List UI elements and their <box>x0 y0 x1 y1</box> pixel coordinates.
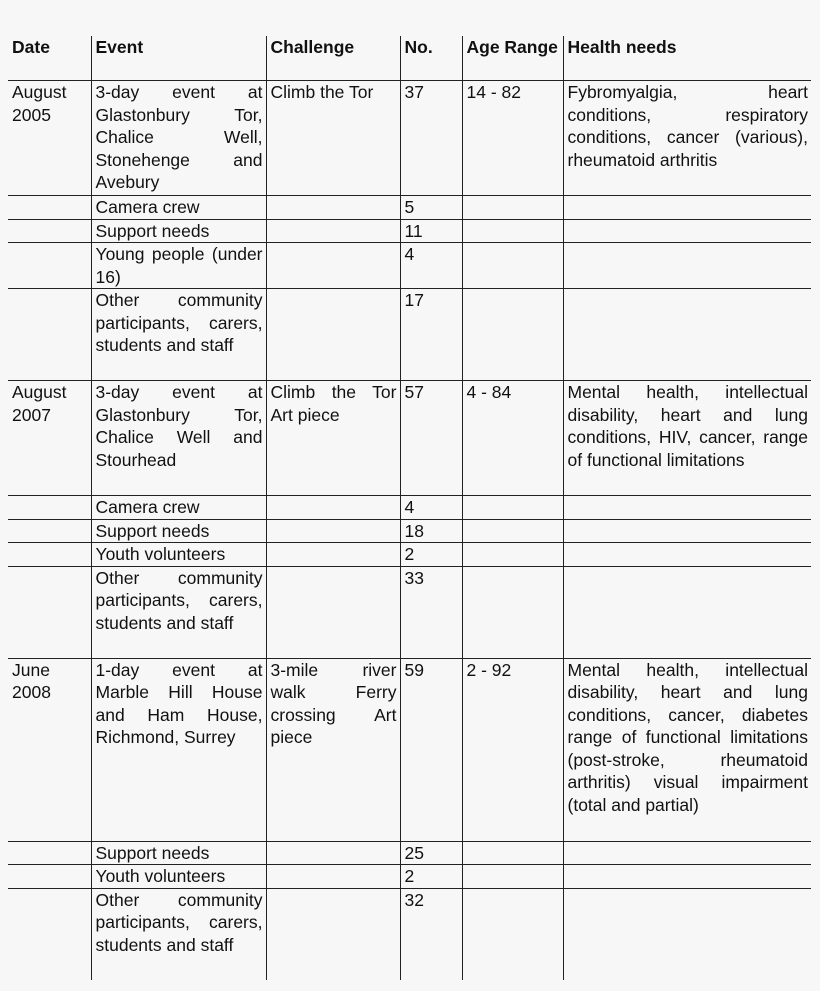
table-row <box>8 496 811 520</box>
table-row <box>8 81 811 196</box>
cell-event: Youth volunteers <box>91 865 266 889</box>
cell-event: Other community participants, carers, students and staff <box>91 289 266 381</box>
cell-health <box>563 496 811 520</box>
cell-no: 33 <box>400 566 462 658</box>
table-row <box>8 888 811 980</box>
cell-age <box>462 841 563 865</box>
cell-event: Camera crew <box>91 496 266 520</box>
cell-health <box>563 519 811 543</box>
cell-no: 4 <box>400 496 462 520</box>
cell-age <box>462 888 563 980</box>
cell-no: 2 <box>400 543 462 567</box>
table-row <box>8 841 811 865</box>
header-health-needs: Health needs <box>563 36 811 81</box>
cell-event: Other community participants, carers, students and staff <box>91 566 266 658</box>
cell-challenge: 3-mile river walk Ferry crossing Art piece <box>266 658 400 841</box>
cell-age <box>462 543 563 567</box>
cell-no: 37 <box>400 81 462 196</box>
cell-no: 18 <box>400 519 462 543</box>
cell-no: 4 <box>400 243 462 289</box>
cell-health <box>563 841 811 865</box>
cell-date <box>8 496 91 520</box>
table-row <box>8 543 811 567</box>
cell-health <box>563 289 811 381</box>
header-event: Event <box>91 36 266 81</box>
cell-event: Youth volunteers <box>91 543 266 567</box>
table-row <box>8 243 811 289</box>
cell-no: 11 <box>400 219 462 243</box>
table-row <box>8 519 811 543</box>
cell-challenge: Climb the Tor <box>266 81 400 196</box>
cell-date: June 2008 <box>8 658 91 841</box>
cell-health <box>563 219 811 243</box>
cell-challenge <box>266 496 400 520</box>
cell-challenge <box>266 243 400 289</box>
cell-challenge <box>266 519 400 543</box>
cell-challenge <box>266 219 400 243</box>
cell-health <box>563 196 811 220</box>
cell-health <box>563 243 811 289</box>
cell-age: 14 - 82 <box>462 81 563 196</box>
cell-health: Mental health, intellectual disability, heart and lung conditions, HIV, cancer, range of functional limitations <box>563 381 811 496</box>
cell-event: Other community participants, carers, students and staff <box>91 888 266 980</box>
cell-no: 32 <box>400 888 462 980</box>
cell-no: 59 <box>400 658 462 841</box>
cell-age <box>462 196 563 220</box>
cell-challenge <box>266 543 400 567</box>
cell-date <box>8 219 91 243</box>
header-age-range: Age Range <box>462 36 563 81</box>
header-row <box>8 36 811 81</box>
cell-challenge <box>266 841 400 865</box>
cell-date: August 2007 <box>8 381 91 496</box>
cell-age <box>462 496 563 520</box>
cell-event: Support needs <box>91 841 266 865</box>
table-body <box>8 81 811 980</box>
cell-no: 5 <box>400 196 462 220</box>
table-row <box>8 865 811 889</box>
cell-challenge: Climb the Tor Art piece <box>266 381 400 496</box>
cell-date <box>8 543 91 567</box>
cell-health <box>563 543 811 567</box>
cell-event: 1-day event at Marble Hill House and Ham House, Richmond, Surrey <box>91 658 266 841</box>
cell-health <box>563 888 811 980</box>
cell-event: Support needs <box>91 519 266 543</box>
cell-no: 57 <box>400 381 462 496</box>
cell-event: Young people (under 16) <box>91 243 266 289</box>
cell-date <box>8 196 91 220</box>
cell-health <box>563 566 811 658</box>
cell-date <box>8 888 91 980</box>
table-row <box>8 289 811 381</box>
cell-date <box>8 243 91 289</box>
header-challenge: Challenge <box>266 36 400 81</box>
table-row <box>8 381 811 496</box>
cell-age <box>462 566 563 658</box>
cell-date <box>8 841 91 865</box>
cell-age <box>462 519 563 543</box>
cell-event: 3-day event at Glastonbury Tor, Chalice Well and Stourhead <box>91 381 266 496</box>
cell-event: 3-day event at Glastonbury Tor, Chalice Well, Stonehenge and Avebury <box>91 81 266 196</box>
cell-health <box>563 865 811 889</box>
cell-no: 2 <box>400 865 462 889</box>
table-row <box>8 658 811 841</box>
cell-age <box>462 865 563 889</box>
cell-age: 2 - 92 <box>462 658 563 841</box>
cell-date: August 2005 <box>8 81 91 196</box>
cell-date <box>8 865 91 889</box>
cell-event: Camera crew <box>91 196 266 220</box>
cell-health: Mental health, intellectual disability, heart and lung conditions, cancer, diabetes range of functional limitations (post-stroke, rheumatoid arthritis) visual impairment (total and partial) <box>563 658 811 841</box>
table-row <box>8 196 811 220</box>
cell-challenge <box>266 196 400 220</box>
cell-no: 17 <box>400 289 462 381</box>
cell-date <box>8 519 91 543</box>
cell-age <box>462 219 563 243</box>
header-date: Date <box>8 36 91 81</box>
cell-date <box>8 566 91 658</box>
cell-age <box>462 289 563 381</box>
cell-age: 4 - 84 <box>462 381 563 496</box>
events-table <box>8 36 811 980</box>
cell-age <box>462 243 563 289</box>
table-row <box>8 566 811 658</box>
table-row <box>8 219 811 243</box>
cell-no: 25 <box>400 841 462 865</box>
cell-challenge <box>266 865 400 889</box>
header-no: No. <box>400 36 462 81</box>
cell-challenge <box>266 566 400 658</box>
cell-health: Fybromyalgia, heart conditions, respiratory conditions, cancer (various), rheumatoid arthritis <box>563 81 811 196</box>
cell-challenge <box>266 888 400 980</box>
cell-date <box>8 289 91 381</box>
cell-challenge <box>266 289 400 381</box>
cell-event: Support needs <box>91 219 266 243</box>
